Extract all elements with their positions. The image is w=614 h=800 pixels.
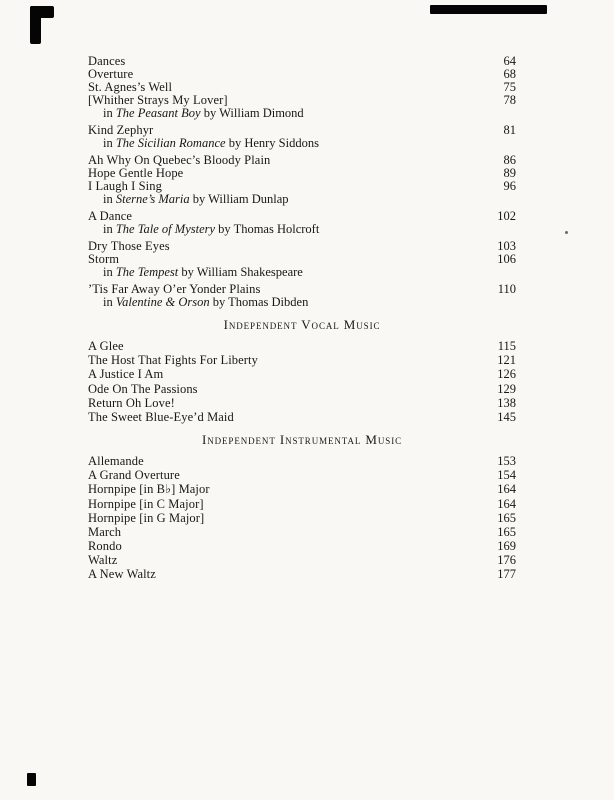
toc-entry [88,568,516,581]
toc-entry [88,512,516,525]
entry-subtitle [88,266,516,279]
subtitle-work-title: Sterne’s Maria [115,192,190,206]
toc-entry [88,397,516,410]
entry-title: The Host That Fights For Liberty [88,353,258,368]
entry-title: Hornpipe [in G Major] [88,510,205,525]
entry-title: Ah Why On Quebec’s Bloody Plain [88,153,271,167]
entry-title: Dances [88,54,126,68]
subtitle-prefix: in [103,136,116,150]
entry-title: Allemande [88,453,144,468]
entry-title: Rondo [88,539,122,554]
entry-page-number: 154 [497,468,516,483]
entry-page-number: 115 [497,339,516,353]
toc-entry [88,55,516,68]
toc-entry [88,483,516,496]
entry-subtitle [88,193,516,206]
entry-page-number: 86 [503,153,516,167]
entry-title: Waltz [88,553,118,568]
toc-entry [88,240,516,253]
entry-page-number: 164 [497,496,516,511]
entry-page-number: 110 [497,282,516,296]
toc-entry [88,526,516,539]
entry-title: A Justice I Am [88,367,164,382]
toc-section [88,433,516,582]
scan-artifact-top-left-vertical [30,6,41,44]
entry-page-number: 145 [497,409,516,424]
entry-page-number: 138 [497,395,516,410]
section-heading: Independent Vocal Music [223,317,381,332]
entry-page-number: 177 [497,567,516,582]
entry-page-number: 89 [503,166,516,180]
entry-page-number: 153 [497,453,516,468]
entry-page-number: 64 [503,54,516,68]
entry-title: A Glee [88,339,124,353]
entry-page-number: 165 [497,524,516,539]
entry-subtitle [88,296,516,309]
entry-page-number: 176 [497,553,516,568]
entry-page-number: 164 [497,482,516,497]
entry-title: St. Agnes’s Well [88,80,173,94]
toc-entry [88,455,516,468]
entry-title: Ode On The Passions [88,381,198,396]
entry-title: Return Oh Love! [88,395,175,410]
entry-title: Dry Those Eyes [88,239,170,253]
toc-entry [88,554,516,567]
entry-page-number: 126 [497,367,516,382]
entry-title: A Dance [88,209,133,223]
toc-section [88,318,516,424]
subtitle-work-title: Valentine & Orson [115,295,210,309]
entry-page-number: 106 [497,252,516,266]
toc-entry [88,469,516,482]
entry-page-number: 102 [497,209,516,223]
subtitle-work-title: The Peasant Boy [115,106,201,120]
toc-entry [88,540,516,553]
entry-title: A New Waltz [88,567,156,582]
entry-title: ’Tis Far Away O’er Yonder Plains [88,282,261,296]
entry-title: [Whither Strays My Lover] [88,93,228,107]
entry-page-number: 103 [497,239,516,253]
subtitle-author: by William Dunlap [189,192,289,206]
subtitle-work-title: The Sicilian Romance [115,136,226,150]
subtitle-prefix: in [103,295,116,309]
entry-page-number: 129 [497,381,516,396]
toc-entry [88,368,516,381]
entry-title: Hornpipe [in B♭] Major [88,482,210,497]
entry-title: Kind Zephyr [88,123,154,137]
subtitle-work-title: The Tempest [115,265,179,279]
subtitle-prefix: in [103,192,116,206]
entry-title: Hornpipe [in C Major] [88,496,204,511]
toc-entry [88,498,516,511]
entry-title: Hope Gentle Hope [88,166,184,180]
entry-title: A Grand Overture [88,468,180,483]
entry-page-number: 169 [497,539,516,554]
entry-page-number: 68 [503,67,516,81]
subtitle-prefix: in [103,222,116,236]
toc-entry [88,383,516,396]
subtitle-author: by William Dimond [200,106,304,120]
scan-artifact-top-right-bar [430,5,547,14]
subtitle-author: by Thomas Dibden [209,295,309,309]
subtitle-prefix: in [103,106,116,120]
entry-page-number: 96 [503,179,516,193]
subtitle-author: by William Shakespeare [178,265,303,279]
toc-entry [88,340,516,353]
entry-title: Overture [88,67,134,81]
entry-subtitle [88,107,516,120]
section-heading: Independent Instrumental Music [202,431,402,447]
scan-artifact-bottom-left [27,773,36,786]
subtitle-author: by Thomas Holcroft [215,222,320,236]
scan-artifact-right-speck [565,231,568,234]
entry-title: I Laugh I Sing [88,179,162,193]
toc-entry [88,354,516,367]
entry-page-number: 81 [503,123,516,137]
entry-title: March [88,524,122,539]
subtitle-work-title: The Tale of Mystery [115,222,216,236]
entry-page-number: 78 [503,93,516,107]
entry-subtitle [88,223,516,236]
entry-page-number: 75 [503,80,516,94]
toc-list [88,55,516,583]
entry-page-number: 121 [497,353,516,368]
toc-section [88,55,516,309]
entry-page-number: 165 [497,510,516,525]
entry-subtitle [88,137,516,150]
subtitle-author: by Henry Siddons [225,136,319,150]
entry-title: Storm [88,252,120,266]
toc-entry [88,411,516,424]
subtitle-prefix: in [103,265,116,279]
entry-title: The Sweet Blue-Eye’d Maid [88,409,234,424]
